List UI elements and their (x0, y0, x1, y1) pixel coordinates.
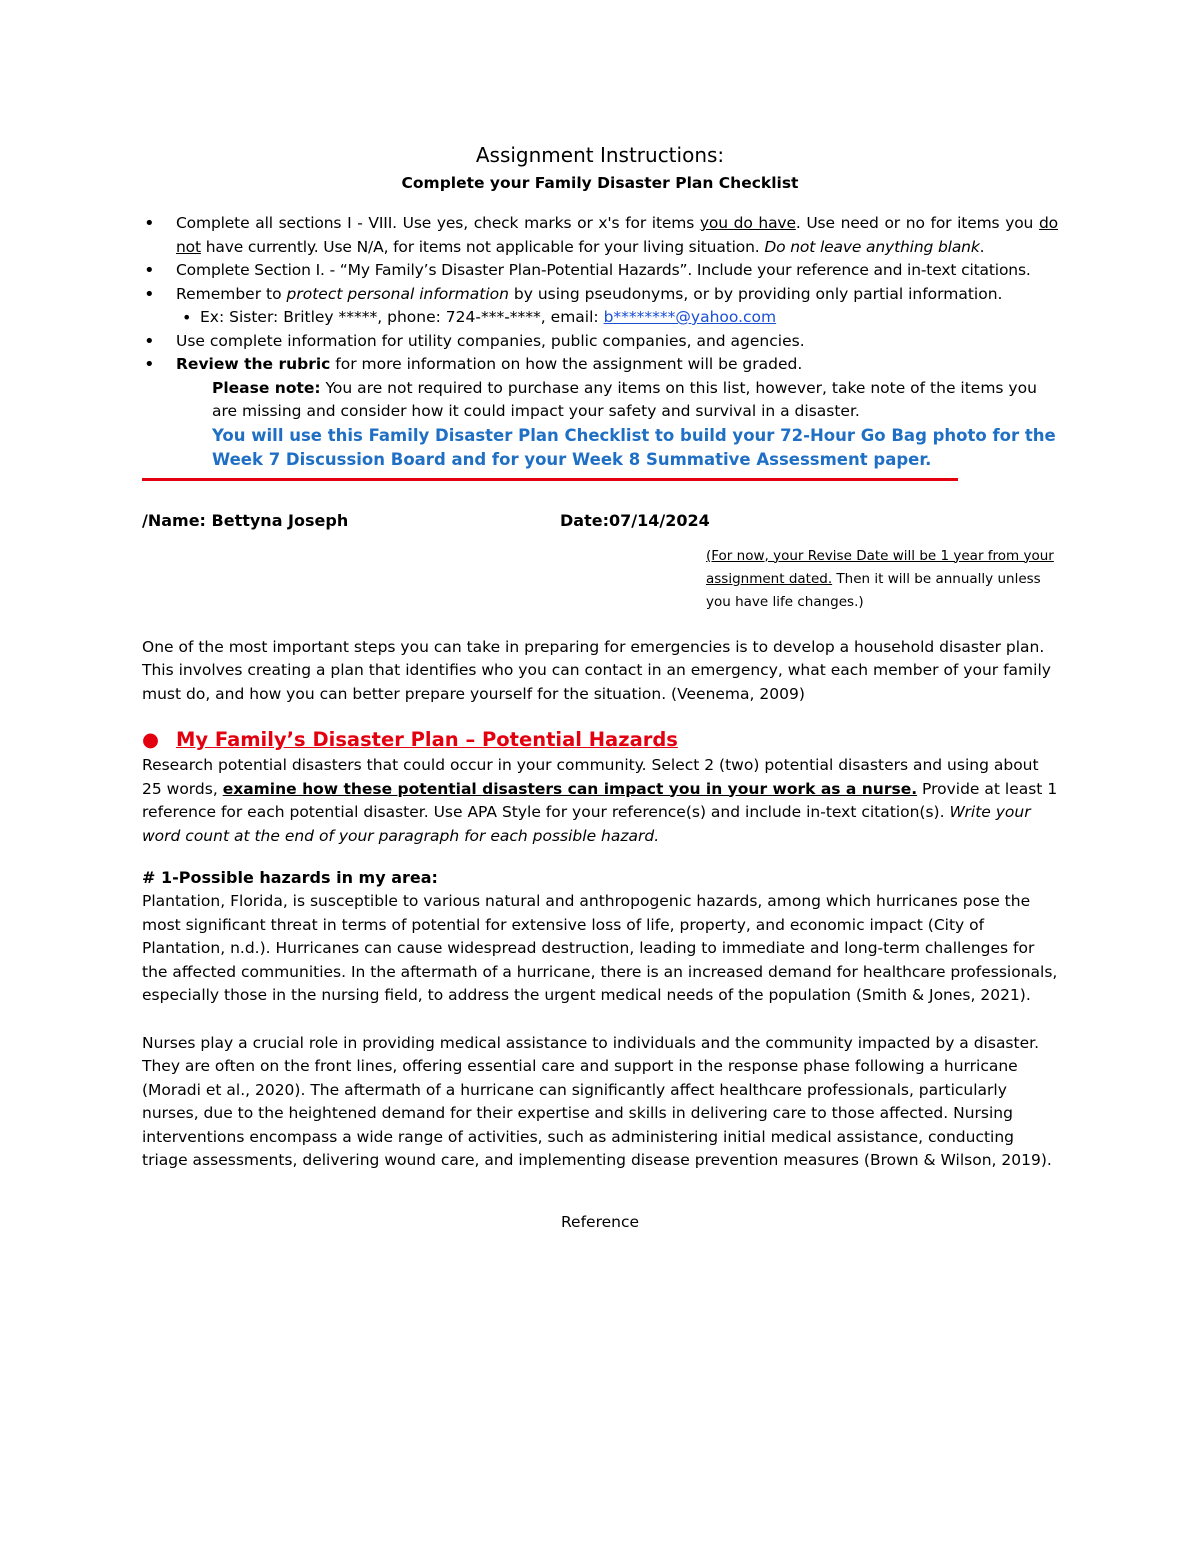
section-title: My Family’s Disaster Plan – Potential Hazards (176, 728, 678, 751)
sub-list-item: • Ex: Sister: Britley *****, phone: 724-***-****, email: b********@yahoo.com (176, 306, 1058, 330)
list-item: • Complete Section I. - “My Family’s Disaster Plan-Potential Hazards”. Include your reference and in-text citations. (142, 259, 1058, 283)
name-date-row (142, 511, 1058, 539)
go-bag-note: You will use this Family Disaster Plan Checklist to build your 72-Hour Go Bag photo for the Week 7 Discussion Board and for your Week 8 Summative Assessment paper. (212, 425, 1056, 469)
hazard-paragraph-1: Plantation, Florida, is susceptible to various natural and anthropogenic hazards, among which hurricanes pose the most significant threat in terms of potential for extensive loss of life, property, and economic impact (City of Plantation, n.d.). Hurricanes can cause widespread destruction, leading to immediate and long-term challenges for the affected communities. In the aftermath of a hurricane, there is an increased demand for healthcare professionals, especially those in the nursing field, to address the urgent medical needs of the population (Smith & Jones, 2021). (142, 892, 1058, 1004)
intro-paragraph: One of the most important steps you can take in preparing for emergencies is to develop a household disaster plan. This involves creating a plan that identifies who you can contact in an emergency, what each member of your family must do, and how you can better prepare yourself for the situation. (Veenema, 2009) (142, 637, 1051, 703)
name-field: /Name: Bettyna Joseph (142, 510, 349, 530)
list-item: • Use complete information for utility companies, public companies, and agencies. (142, 330, 1058, 354)
italic-text: Write your word count at the end of your paragraph for each possible hazard. (142, 803, 1031, 845)
section-heading (142, 726, 1058, 754)
email-link[interactable]: b********@yahoo.com (603, 308, 777, 326)
list-item: • Complete all sections I - VIII. Use yes, check marks or x's for items you do have. Use need or no for items you do not have currently. Use N/A, for items not applicable for your living situation. Do not leave anything blank. (142, 212, 1058, 259)
hazard-heading: # 1-Possible hazards in my area: (142, 868, 438, 887)
revise-date-note: (For now, your Revise Date will be 1 year from your assignment dated. Then it will be annually unless you have life changes.) (706, 547, 1054, 610)
underlined-text: you do have (699, 214, 796, 232)
note-label: Please note: (212, 378, 321, 397)
hazard-paragraph-2: Nurses play a crucial role in providing medical assistance to individuals and the community impacted by a disaster. They are often on the front lines, offering essential care and support in the response phase following a hurricane (Moradi et al., 2020). The aftermath of a hurricane can significantly affect healthcare professionals, particularly nurses, due to the heightened demand for their expertise and skills in delivering care to those affected. Nursing interventions encompass a wide range of activities, such as administering initial medical assistance, conducting triage assessments, delivering wound care, and implementing disease prevention measures (Brown & Wilson, 2019). (142, 1033, 1052, 1169)
page-title: Assignment Instructions: (475, 143, 725, 167)
sub-list (176, 306, 1058, 330)
bold-underlined-text: examine how these potential disasters can impact you in your work as a nurse. (222, 779, 918, 798)
document-content (142, 140, 1058, 1231)
reference-label: Reference (560, 1212, 640, 1231)
italic-text: Do not leave anything blank (764, 237, 980, 256)
please-note-block: Please note: You are not required to purchase any items on this list, however, take note of the items you are missing and consider how it could impact your safety and survival in a disaster. You will use this Family Disaster Plan Checklist to build your 72-Hour Go Bag photo for the Week 7 Discussion Board and for your Week 8 Summative Assessment paper. (142, 377, 1058, 472)
underlined-text: do not (176, 214, 1058, 256)
date-field: Date:07/14/2024 (560, 510, 710, 530)
instructions-list (142, 212, 1058, 377)
bullet-icon: ● (142, 728, 160, 751)
italic-text: protect personal information (286, 284, 509, 303)
red-divider (142, 478, 958, 481)
list-item: • Review the rubric for more information on how the assignment will be graded. (142, 353, 1058, 377)
bold-text: Review the rubric (176, 355, 331, 373)
list-item: • Remember to protect personal information by using pseudonyms, or by providing only partial information. • Ex: Sister: Britley *****, phone: 724-***-****, email: b********@yahoo.com (142, 283, 1058, 330)
page-subtitle: Complete your Family Disaster Plan Checklist (401, 174, 799, 192)
underlined-text: (For now, your Revise Date will be 1 year from your assignment dated. (706, 547, 1054, 587)
paragraph-gap (142, 1008, 1058, 1032)
section-instructions: Research potential disasters that could occur in your community. Select 2 (two) potential disasters and using about 25 words, examine how these potential disasters can impact you in your work as a nurse. Provide at least 1 reference for each potential disaster. Use APA Style for your reference(s) and include in-text citation(s). Write your word count at the end of your paragraph for each possible hazard. (142, 756, 1058, 845)
